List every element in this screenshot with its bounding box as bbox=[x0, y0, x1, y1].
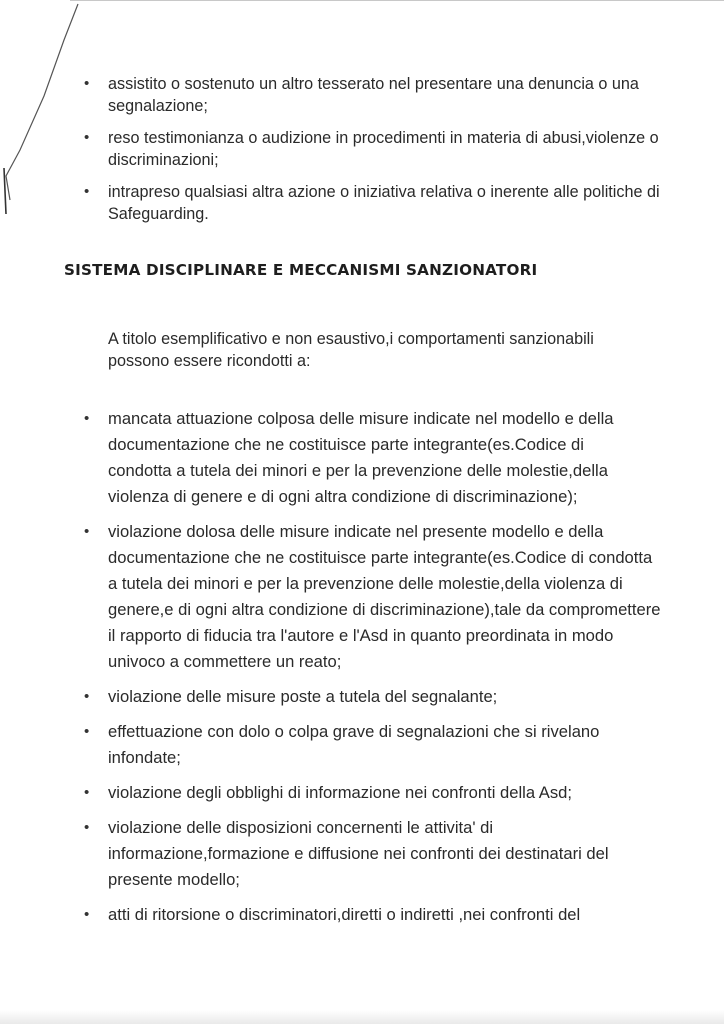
scan-top-edge bbox=[70, 0, 724, 1]
sanctionable-behaviours-list bbox=[0, 406, 724, 937]
list-item-text: atti di ritorsione o discriminatori,diretti o indiretti ,nei confronti del bbox=[108, 905, 581, 924]
list-item-text: violazione dolosa delle misure indicate nel presente modello e della documentazione che ne costituisce parte integrante(es.Codice di condotta a tutela dei minori e per la prevenzione delle molestie,della violenza di genere,e di ogni altra condizione di discriminazione),tale da compromettere il rapporto di fiducia tra l'autore e l'Asd in quanto preordinata in modo univoco a commettere un reato; bbox=[108, 522, 661, 671]
list-item bbox=[0, 406, 724, 510]
list-item bbox=[0, 684, 724, 710]
scan-bottom-edge bbox=[0, 1010, 724, 1024]
bullet-icon: • bbox=[84, 819, 90, 836]
list-item bbox=[0, 127, 724, 171]
list-item bbox=[0, 73, 724, 117]
list-item-text: violazione delle disposizioni concernenti le attivita' di informazione,formazione e diffusione nei confronti dei destinatari del presente modello; bbox=[108, 818, 609, 889]
bullet-icon: • bbox=[84, 688, 90, 705]
top-bullet-list bbox=[0, 73, 724, 235]
bullet-icon: • bbox=[84, 75, 90, 92]
section-heading: SISTEMA DISCIPLINARE E MECCANISMI SANZIONATORI bbox=[64, 261, 538, 279]
bullet-icon: • bbox=[84, 784, 90, 801]
list-item-text: intrapreso qualsiasi altra azione o iniziativa relativa o inerente alle politiche di Safeguarding. bbox=[108, 183, 660, 223]
list-item bbox=[0, 181, 724, 225]
list-item bbox=[0, 719, 724, 771]
list-item-text: mancata attuazione colposa delle misure indicate nel modello e della documentazione che ne costituisce parte integrante(es.Codice di condotta a tutela dei minori e per la prevenzione delle molestie,della violenza di genere e di ogni altra condizione di discriminazione); bbox=[108, 409, 614, 506]
bullet-icon: • bbox=[84, 410, 90, 427]
bullet-icon: • bbox=[84, 183, 90, 200]
bullet-icon: • bbox=[84, 906, 90, 923]
list-item bbox=[0, 519, 724, 675]
bullet-icon: • bbox=[84, 523, 90, 540]
list-item bbox=[0, 780, 724, 806]
list-item-text: reso testimonianza o audizione in procedimenti in materia di abusi,violenze o discriminazioni; bbox=[108, 129, 659, 169]
section-intro: A titolo esemplificativo e non esaustivo,i comportamenti sanzionabili possono essere ricondotti a: bbox=[108, 330, 594, 370]
bullet-icon: • bbox=[84, 723, 90, 740]
list-item-text: violazione delle misure poste a tutela del segnalante; bbox=[108, 687, 498, 706]
list-item-text: assistito o sostenuto un altro tesserato nel presentare una denuncia o una segnalazione; bbox=[108, 75, 639, 115]
list-item bbox=[0, 902, 724, 928]
list-item-text: effettuazione con dolo o colpa grave di segnalazioni che si rivelano infondate; bbox=[108, 722, 600, 767]
list-item-text: violazione degli obblighi di informazione nei confronti della Asd; bbox=[108, 783, 572, 802]
bullet-icon: • bbox=[84, 129, 90, 146]
list-item bbox=[0, 815, 724, 893]
